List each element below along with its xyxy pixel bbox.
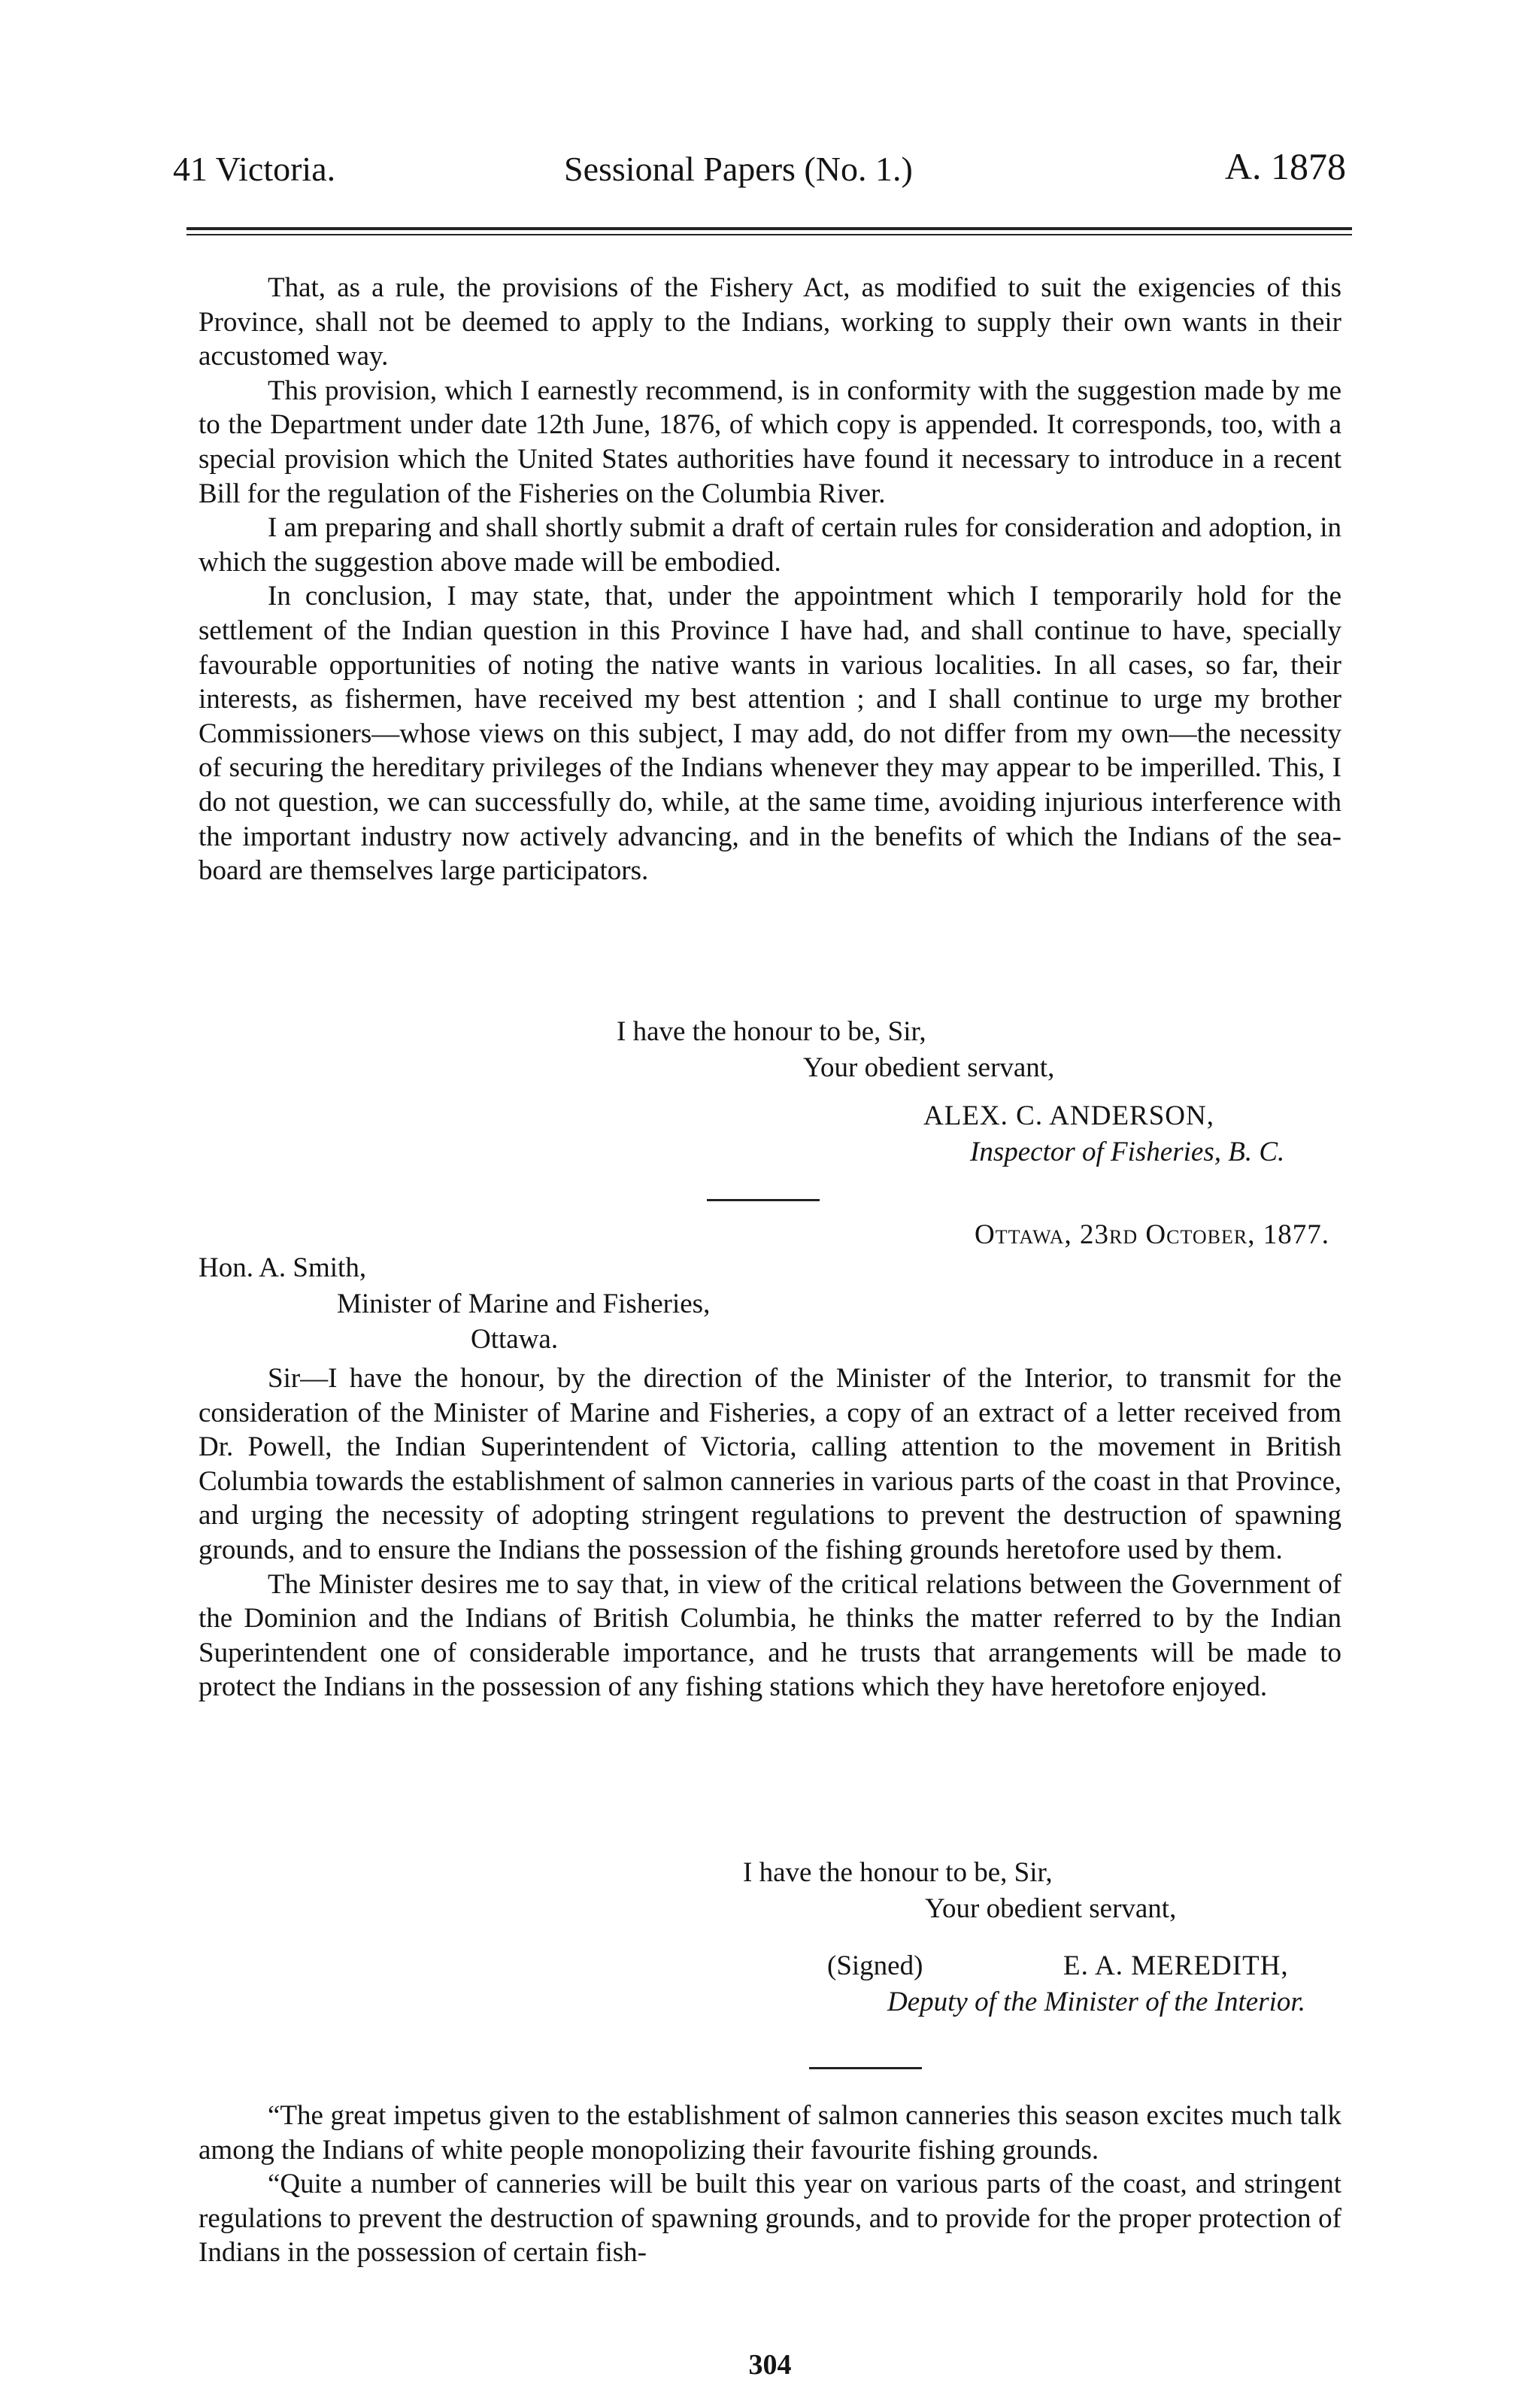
header-rule-thin <box>186 234 1352 235</box>
letter2-paragraph: Sir—I have the honour, by the direction of the Minister of the Interior, to transmit for the consideration of the Minister of Marine and Fisheries, a copy of an extract of a letter received from Dr. Powell, the Indian Superintendent of Victoria, calling attention to the movement in British Columbia towards the establishment of salmon canneries in various parts of the coast in that Province, and urging the necessity of adopting stringent regulations to prevent the destruction of spawning grounds, and to ensure the Indians the possession of the fishing grounds heretofore used by them. <box>199 1363 1341 1565</box>
letter2-addressee-place: Ottawa. <box>471 1324 559 1355</box>
letter2-closing2: Your obedient servant, <box>925 1893 1177 1924</box>
letter2-addressee-title: Minister of Marine and Fisheries, <box>337 1289 711 1319</box>
letter2-signer-title: Deputy of the Minister of the Interior. <box>887 1987 1305 2017</box>
extract-paragraph: “Quite a number of canneries will be built this year on various parts of the coast, and stringent regulations to prevent the destruction of spawning grounds, and to provide for the proper protection of Indians in the possession of certain fish- <box>199 2169 1341 2269</box>
header-rule <box>186 227 1352 230</box>
section-divider <box>707 1199 820 1201</box>
letter1-signature: ALEX. C. ANDERSON, <box>923 1100 1214 1131</box>
header-title: Sessional Papers (No. 1.) <box>564 150 913 188</box>
letter2-signed-label: (Signed) <box>827 1950 923 1981</box>
letter1-closing: I have the honour to be, Sir, <box>617 1016 926 1047</box>
letter1-paragraph: That, as a rule, the provisions of the Fishery Act, as modified to suit the exigencies of this Province, shall not be deemed to apply to the Indians, working to supply their own wants in their accustomed way. <box>199 272 1341 372</box>
header-session: 41 Victoria. <box>173 150 336 188</box>
letter1-body <box>199 271 1341 888</box>
page-number: 304 <box>748 2349 792 2381</box>
extract-body <box>199 2099 1341 2270</box>
letter1-paragraph: I am preparing and shall shortly submit a draft of certain rules for consideration and adoption, in which the suggestion above made will be embodied. <box>199 512 1341 578</box>
section-divider <box>809 2067 922 2069</box>
letter1-closing2: Your obedient servant, <box>803 1052 1055 1083</box>
letter2-signature: E. A. MEREDITH, <box>1063 1950 1289 1981</box>
letter2-body <box>199 1361 1341 1704</box>
letter2-place-date: Ottawa, 23rd October, 1877. <box>975 1219 1329 1250</box>
letter2-addressee: Hon. A. Smith, <box>199 1252 367 1283</box>
extract-paragraph: “The great impetus given to the establishment of salmon canneries this season excites much talk among the Indians of white people monopolizing their favourite fishing grounds. <box>199 2100 1341 2166</box>
letter2-closing: I have the honour to be, Sir, <box>743 1857 1053 1888</box>
letter1-signer-title: Inspector of Fisheries, B. C. <box>970 1137 1285 1167</box>
header-year: A. 1878 <box>1224 145 1346 187</box>
letter1-paragraph: In conclusion, I may state, that, under the appointment which I temporarily hold for the settlement of the Indian question in this Province I have had, and shall continue to have, specially favourable opportunities of noting the native wants in various localities. In all cases, so far, their interests, as fishermen, have received my best attention ; and I shall continue to urge my brother Commissioners—whose views on this subject, I may add, do not differ from my own—the necessity of securing the hereditary privileges of the Indians whenever they may appear to be imperilled. This, I do not question, we can successfully do, while, at the same time, avoiding injurious interference with the important industry now actively advancing, and in the benefits of which the Indians of the sea-board are themselves large participators. <box>199 581 1341 887</box>
running-header <box>173 135 1346 203</box>
letter2-paragraph: The Minister desires me to say that, in view of the critical relations between the Government of the Dominion and the Indians of British Columbia, he thinks the matter referred to by the Indian Superintendent one of considerable importance, and he trusts that arrangements will be made to protect the Indians in the possession of any fishing stations which they have heretofore enjoyed. <box>199 1568 1341 1703</box>
letter1-paragraph: This provision, which I earnestly recommend, is in conformity with the suggestion made by me to the Department under date 12th June, 1876, of which copy is appended. It corresponds, too, with a special provision which the United States authorities have found it necessary to introduce in a recent Bill for the regulation of the Fisheries on the Columbia River. <box>199 375 1341 509</box>
